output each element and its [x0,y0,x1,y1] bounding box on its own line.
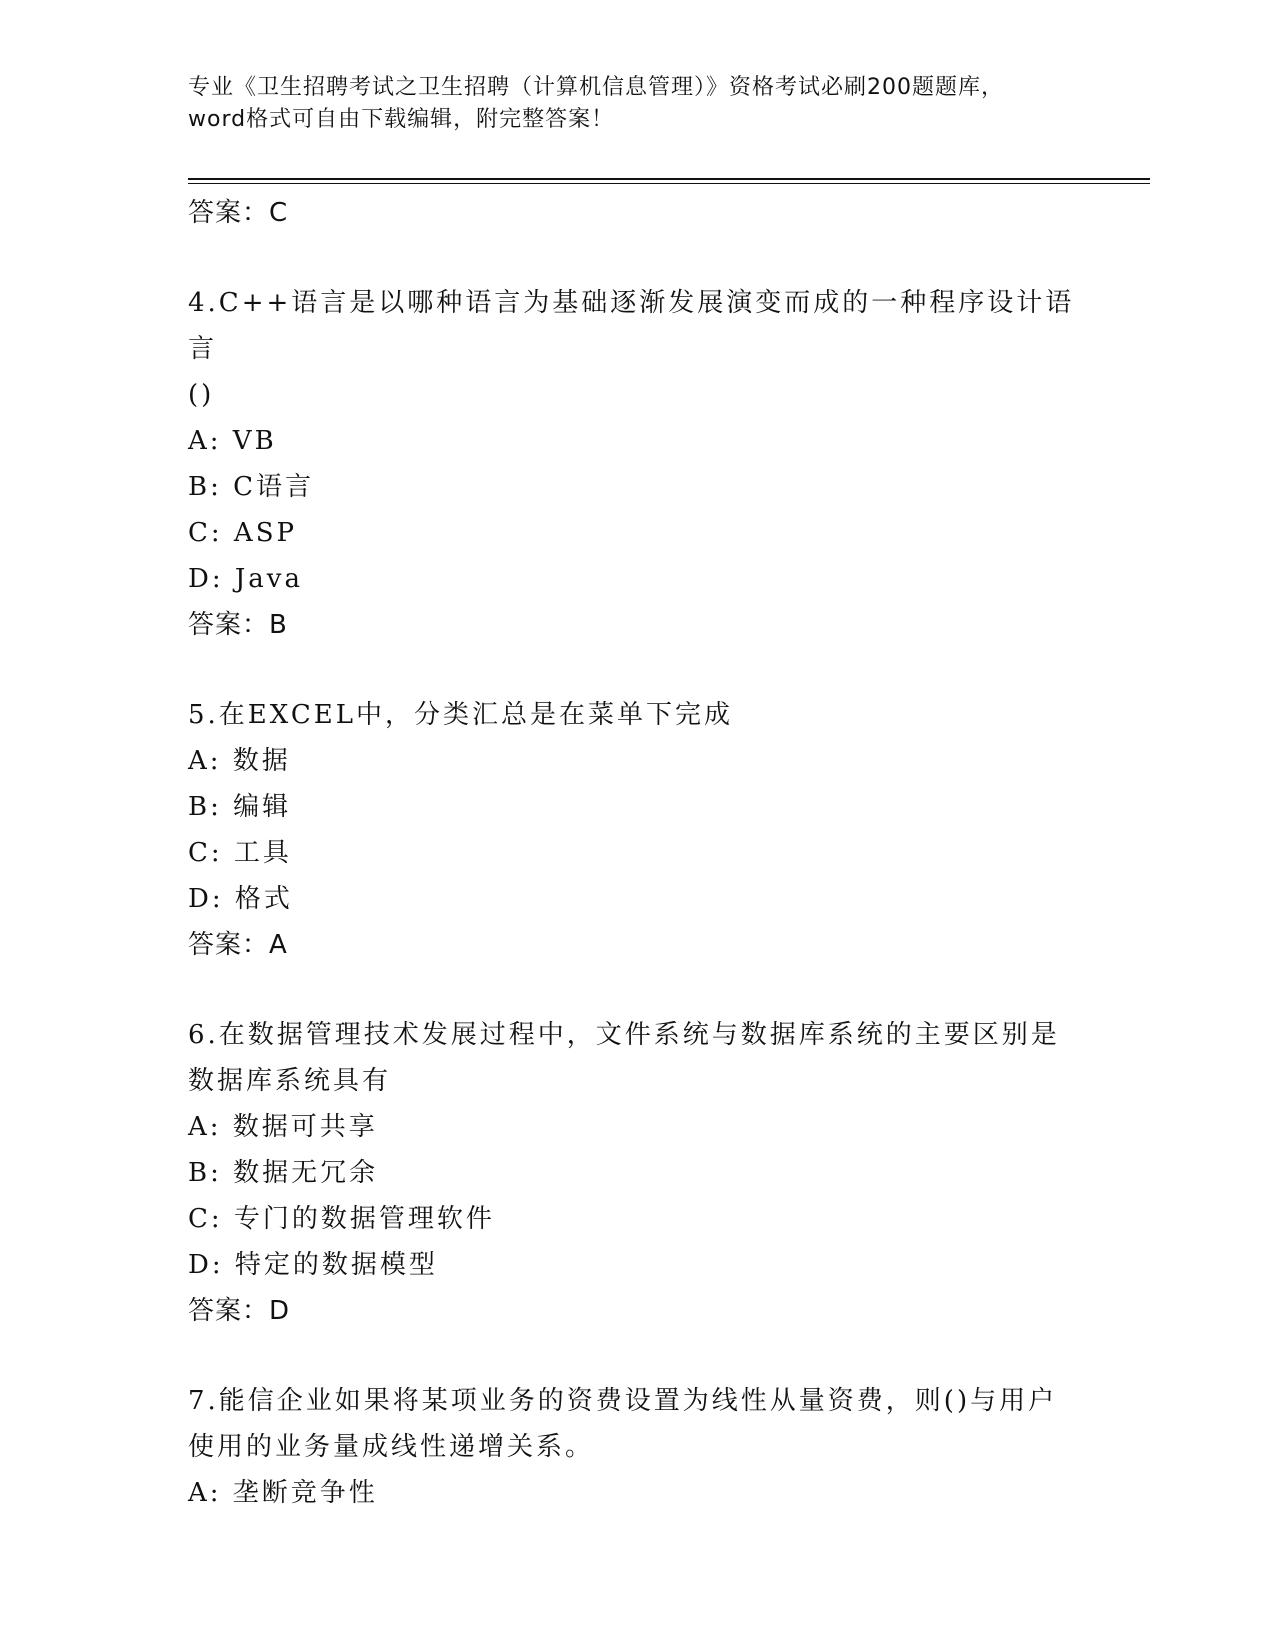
question-text: 7.能信企业如果将某项业务的资费设置为线性从量资费，则()与用户 [188,1386,1058,1416]
option-b: B: 编辑 [188,792,292,822]
header-line-2: word格式可自由下载编辑，附完整答案！ [188,107,615,132]
question-7 [188,1378,1088,1516]
document-header [188,72,1088,136]
answer-label: 答案：B [188,610,288,640]
spacer [188,236,1088,280]
option-b: B: 数据无冗余 [188,1158,379,1188]
option-d: D: Java [188,564,303,594]
option-c: C: ASP [188,518,297,548]
question-text: 4.C++语言是以哪种语言为基础逐渐发展演变而成的一种程序设计语言 [188,288,1075,364]
spacer [188,648,1088,692]
option-a: A: 垄断竞争性 [188,1478,378,1508]
answer-label: 答案：C [188,198,289,228]
question-4 [188,280,1088,648]
option-c: C: 工具 [188,838,292,868]
question-text: () [188,380,215,410]
question-5 [188,692,1088,968]
option-c: C: 专门的数据管理软件 [188,1204,495,1234]
option-d: D: 特定的数据模型 [188,1250,438,1280]
spacer [188,968,1088,1012]
header-divider-thick [188,178,1150,180]
header-line-1: 专业《卫生招聘考试之卫生招聘（计算机信息管理）》资格考试必刷200题题库， [188,75,1004,100]
answer-label: 答案：D [188,1296,291,1326]
question-text: 使用的业务量成线性递增关系。 [188,1432,595,1462]
question-6 [188,1012,1088,1334]
question-text: 5.在EXCEL中，分类汇总是在菜单下完成 [188,700,733,730]
answer-label: 答案：A [188,930,288,960]
header-divider-thin [188,183,1150,184]
option-b: B: C语言 [188,472,315,502]
question-text: 数据库系统具有 [188,1066,392,1096]
question-list [188,190,1088,1516]
option-a: A: 数据 [188,746,291,776]
spacer [188,1334,1088,1378]
question-text: 6.在数据管理技术发展过程中，文件系统与数据库系统的主要区别是 [188,1020,1060,1050]
option-a: A: 数据可共享 [188,1112,378,1142]
option-a: A: VB [188,426,277,456]
option-d: D: 格式 [188,884,293,914]
